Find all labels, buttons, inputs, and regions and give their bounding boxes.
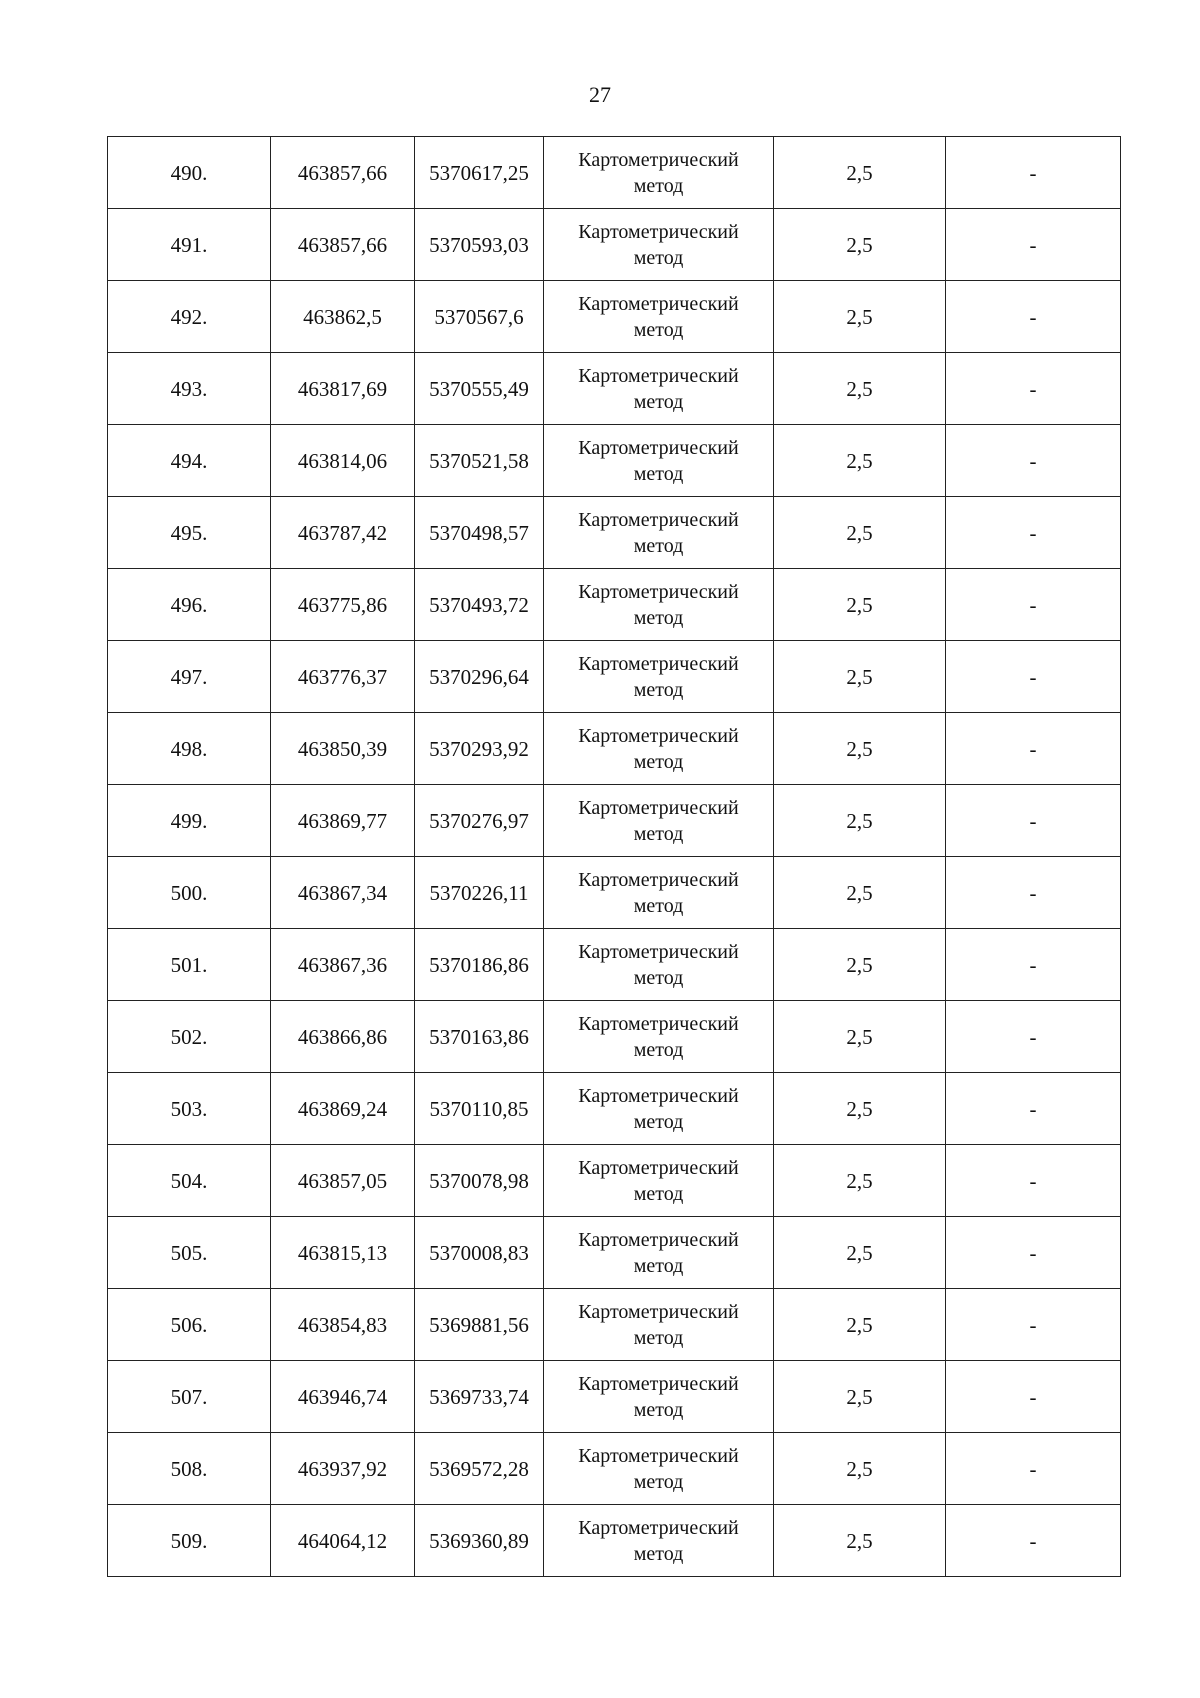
cell-text: 463776,37 bbox=[297, 664, 388, 689]
description-cell bbox=[946, 929, 1121, 1001]
cell-text: 491. bbox=[170, 232, 208, 257]
accuracy-cell bbox=[774, 1217, 946, 1289]
description-cell bbox=[946, 425, 1121, 497]
description-cell bbox=[946, 353, 1121, 425]
y-coordinate-cell bbox=[415, 353, 544, 425]
cell-text: 498. bbox=[170, 736, 208, 761]
cell-text: 2,5 bbox=[846, 1456, 873, 1481]
y-coordinate-cell bbox=[415, 497, 544, 569]
method-cell bbox=[544, 713, 774, 785]
accuracy-cell bbox=[774, 857, 946, 929]
method-cell bbox=[544, 497, 774, 569]
cell-text: 463862,5 bbox=[303, 304, 382, 329]
x-coordinate-cell bbox=[271, 281, 415, 353]
method-line-2: метод bbox=[633, 606, 684, 629]
accuracy-cell bbox=[774, 281, 946, 353]
y-coordinate-cell bbox=[415, 1145, 544, 1217]
table-row bbox=[108, 1001, 1121, 1073]
cell-text: 2,5 bbox=[846, 160, 873, 185]
cell-text: 508. bbox=[170, 1456, 208, 1481]
method-line-2: метод bbox=[633, 318, 684, 341]
point-number-cell bbox=[108, 857, 271, 929]
cell-text: 494. bbox=[170, 448, 208, 473]
cell-text: 2,5 bbox=[846, 1384, 873, 1409]
cell-text: - bbox=[1029, 592, 1037, 617]
accuracy-cell bbox=[774, 785, 946, 857]
table-row bbox=[108, 1217, 1121, 1289]
point-number-cell bbox=[108, 281, 271, 353]
cell-text: 2,5 bbox=[846, 808, 873, 833]
method-line-1: Картометрический bbox=[578, 1516, 739, 1539]
x-coordinate-cell bbox=[271, 137, 415, 209]
cell-text: 5370293,92 bbox=[429, 736, 529, 761]
method-line-2: метод bbox=[633, 750, 684, 773]
cell-text: 463815,13 bbox=[297, 1240, 388, 1265]
method-line-2: метод bbox=[633, 1326, 684, 1349]
cell-text: 2,5 bbox=[846, 736, 873, 761]
cell-text: 490. bbox=[170, 160, 208, 185]
method-line-1: Картометрический bbox=[578, 1084, 739, 1107]
method-cell bbox=[544, 1505, 774, 1577]
point-number-cell bbox=[108, 137, 271, 209]
point-number-cell bbox=[108, 1145, 271, 1217]
y-coordinate-cell bbox=[415, 1289, 544, 1361]
cell-text: - bbox=[1029, 1528, 1037, 1553]
method-cell bbox=[544, 209, 774, 281]
y-coordinate-cell bbox=[415, 1433, 544, 1505]
cell-text: 463869,24 bbox=[297, 1096, 388, 1121]
method-line-1: Картометрический bbox=[578, 940, 739, 963]
method-cell bbox=[544, 1001, 774, 1073]
method-line-2: метод bbox=[633, 678, 684, 701]
y-coordinate-cell bbox=[415, 1001, 544, 1073]
method-cell bbox=[544, 929, 774, 1001]
method-cell bbox=[544, 353, 774, 425]
cell-text: 2,5 bbox=[846, 232, 873, 257]
method-cell bbox=[544, 857, 774, 929]
cell-text: - bbox=[1029, 520, 1037, 545]
method-line-1: Картометрический bbox=[578, 1300, 739, 1323]
cell-text: 463869,77 bbox=[297, 808, 388, 833]
cell-text: 2,5 bbox=[846, 664, 873, 689]
cell-text: 5370078,98 bbox=[429, 1168, 529, 1193]
method-line-1: Картометрический bbox=[578, 436, 739, 459]
cell-text: 5370008,83 bbox=[429, 1240, 529, 1265]
cell-text: 5370593,03 bbox=[429, 232, 529, 257]
cell-text: - bbox=[1029, 1096, 1037, 1121]
cell-text: 463866,86 bbox=[297, 1024, 388, 1049]
cell-text: 500. bbox=[170, 880, 208, 905]
accuracy-cell bbox=[774, 497, 946, 569]
point-number-cell bbox=[108, 641, 271, 713]
description-cell bbox=[946, 569, 1121, 641]
method-line-2: метод bbox=[633, 174, 684, 197]
y-coordinate-cell bbox=[415, 785, 544, 857]
method-cell bbox=[544, 1289, 774, 1361]
method-cell bbox=[544, 1361, 774, 1433]
x-coordinate-cell bbox=[271, 785, 415, 857]
accuracy-cell bbox=[774, 569, 946, 641]
table-row bbox=[108, 281, 1121, 353]
cell-text: - bbox=[1029, 376, 1037, 401]
y-coordinate-cell bbox=[415, 137, 544, 209]
cell-text: - bbox=[1029, 664, 1037, 689]
method-line-2: метод bbox=[633, 246, 684, 269]
point-number-cell bbox=[108, 713, 271, 785]
cell-text: 463854,83 bbox=[297, 1312, 388, 1337]
method-line-2: метод bbox=[633, 1182, 684, 1205]
point-number-cell bbox=[108, 209, 271, 281]
cell-text: - bbox=[1029, 448, 1037, 473]
accuracy-cell bbox=[774, 1073, 946, 1145]
point-number-cell bbox=[108, 1289, 271, 1361]
y-coordinate-cell bbox=[415, 1217, 544, 1289]
table-row bbox=[108, 425, 1121, 497]
method-line-1: Картометрический bbox=[578, 1372, 739, 1395]
cell-text: 497. bbox=[170, 664, 208, 689]
method-cell bbox=[544, 1433, 774, 1505]
x-coordinate-cell bbox=[271, 209, 415, 281]
accuracy-cell bbox=[774, 713, 946, 785]
table-row bbox=[108, 1145, 1121, 1217]
cell-text: 5370110,85 bbox=[429, 1096, 529, 1121]
method-cell bbox=[544, 425, 774, 497]
table-row bbox=[108, 641, 1121, 713]
page-number: 27 bbox=[589, 82, 611, 107]
cell-text: 507. bbox=[170, 1384, 208, 1409]
method-cell bbox=[544, 785, 774, 857]
table-row bbox=[108, 1505, 1121, 1577]
accuracy-cell bbox=[774, 929, 946, 1001]
description-cell bbox=[946, 497, 1121, 569]
x-coordinate-cell bbox=[271, 1361, 415, 1433]
x-coordinate-cell bbox=[271, 1001, 415, 1073]
cell-text: - bbox=[1029, 1312, 1037, 1337]
point-number-cell bbox=[108, 425, 271, 497]
accuracy-cell bbox=[774, 425, 946, 497]
point-number-cell bbox=[108, 1001, 271, 1073]
table-row bbox=[108, 1289, 1121, 1361]
point-number-cell bbox=[108, 1073, 271, 1145]
description-cell bbox=[946, 281, 1121, 353]
cell-text: 5370276,97 bbox=[429, 808, 529, 833]
table-row bbox=[108, 497, 1121, 569]
cell-text: - bbox=[1029, 736, 1037, 761]
cell-text: 2,5 bbox=[846, 376, 873, 401]
cell-text: 463817,69 bbox=[297, 376, 388, 401]
cell-text: - bbox=[1029, 1168, 1037, 1193]
method-line-2: метод bbox=[633, 966, 684, 989]
method-line-1: Картометрический bbox=[578, 508, 739, 531]
cell-text: 5369881,56 bbox=[429, 1312, 529, 1337]
x-coordinate-cell bbox=[271, 569, 415, 641]
cell-text: 502. bbox=[170, 1024, 208, 1049]
cell-text: 463867,36 bbox=[297, 952, 388, 977]
accuracy-cell bbox=[774, 1145, 946, 1217]
method-line-2: метод bbox=[633, 390, 684, 413]
y-coordinate-cell bbox=[415, 1505, 544, 1577]
point-number-cell bbox=[108, 1505, 271, 1577]
description-cell bbox=[946, 713, 1121, 785]
point-number-cell bbox=[108, 497, 271, 569]
cell-text: 2,5 bbox=[846, 520, 873, 545]
cell-text: 2,5 bbox=[846, 448, 873, 473]
cell-text: 495. bbox=[170, 520, 208, 545]
table-row bbox=[108, 353, 1121, 425]
y-coordinate-cell bbox=[415, 641, 544, 713]
cell-text: 463850,39 bbox=[297, 736, 388, 761]
y-coordinate-cell bbox=[415, 929, 544, 1001]
cell-text: 509. bbox=[170, 1528, 208, 1553]
description-cell bbox=[946, 785, 1121, 857]
table-row bbox=[108, 1433, 1121, 1505]
method-line-2: метод bbox=[633, 462, 684, 485]
point-number-cell bbox=[108, 1361, 271, 1433]
method-cell bbox=[544, 137, 774, 209]
cell-text: 5370617,25 bbox=[429, 160, 529, 185]
description-cell bbox=[946, 1001, 1121, 1073]
method-line-2: метод bbox=[633, 894, 684, 917]
table-row bbox=[108, 857, 1121, 929]
method-line-1: Картометрический bbox=[578, 220, 739, 243]
description-cell bbox=[946, 641, 1121, 713]
cell-text: 2,5 bbox=[846, 880, 873, 905]
method-cell bbox=[544, 1073, 774, 1145]
x-coordinate-cell bbox=[271, 1289, 415, 1361]
cell-text: 503. bbox=[170, 1096, 208, 1121]
method-line-1: Картометрический bbox=[578, 868, 739, 891]
cell-text: 2,5 bbox=[846, 592, 873, 617]
x-coordinate-cell bbox=[271, 425, 415, 497]
cell-text: 2,5 bbox=[846, 1528, 873, 1553]
method-cell bbox=[544, 641, 774, 713]
method-line-1: Картометрический bbox=[578, 292, 739, 315]
coordinates-table bbox=[107, 136, 1121, 1577]
method-cell bbox=[544, 1145, 774, 1217]
x-coordinate-cell bbox=[271, 929, 415, 1001]
description-cell bbox=[946, 1505, 1121, 1577]
description-cell bbox=[946, 857, 1121, 929]
y-coordinate-cell bbox=[415, 713, 544, 785]
table-row bbox=[108, 713, 1121, 785]
y-coordinate-cell bbox=[415, 281, 544, 353]
accuracy-cell bbox=[774, 209, 946, 281]
method-line-1: Картометрический bbox=[578, 1012, 739, 1035]
description-cell bbox=[946, 1289, 1121, 1361]
accuracy-cell bbox=[774, 137, 946, 209]
y-coordinate-cell bbox=[415, 569, 544, 641]
x-coordinate-cell bbox=[271, 497, 415, 569]
cell-text: 464064,12 bbox=[297, 1528, 388, 1553]
cell-text: 5369360,89 bbox=[429, 1528, 529, 1553]
cell-text: 5370186,86 bbox=[429, 952, 529, 977]
method-line-1: Картометрический bbox=[578, 580, 739, 603]
cell-text: 463857,66 bbox=[297, 232, 388, 257]
x-coordinate-cell bbox=[271, 1217, 415, 1289]
cell-text: 5370521,58 bbox=[429, 448, 529, 473]
cell-text: 463857,66 bbox=[297, 160, 388, 185]
y-coordinate-cell bbox=[415, 1073, 544, 1145]
point-number-cell bbox=[108, 353, 271, 425]
y-coordinate-cell bbox=[415, 209, 544, 281]
description-cell bbox=[946, 1073, 1121, 1145]
method-line-2: метод bbox=[633, 822, 684, 845]
x-coordinate-cell bbox=[271, 1505, 415, 1577]
cell-text: - bbox=[1029, 1384, 1037, 1409]
table-row bbox=[108, 137, 1121, 209]
cell-text: - bbox=[1029, 880, 1037, 905]
cell-text: 5369733,74 bbox=[429, 1384, 529, 1409]
cell-text: - bbox=[1029, 304, 1037, 329]
x-coordinate-cell bbox=[271, 857, 415, 929]
cell-text: 5370555,49 bbox=[429, 376, 529, 401]
cell-text: 5370498,57 bbox=[429, 520, 529, 545]
cell-text: - bbox=[1029, 1240, 1037, 1265]
cell-text: 463867,34 bbox=[297, 880, 388, 905]
table-row bbox=[108, 1073, 1121, 1145]
description-cell bbox=[946, 137, 1121, 209]
x-coordinate-cell bbox=[271, 353, 415, 425]
x-coordinate-cell bbox=[271, 1433, 415, 1505]
cell-text: 499. bbox=[170, 808, 208, 833]
cell-text: 2,5 bbox=[846, 1096, 873, 1121]
x-coordinate-cell bbox=[271, 1073, 415, 1145]
table-row bbox=[108, 569, 1121, 641]
method-line-1: Картометрический bbox=[578, 1228, 739, 1251]
cell-text: 463787,42 bbox=[297, 520, 388, 545]
method-line-1: Картометрический bbox=[578, 724, 739, 747]
cell-text: 505. bbox=[170, 1240, 208, 1265]
cell-text: - bbox=[1029, 160, 1037, 185]
cell-text: 5370296,64 bbox=[429, 664, 529, 689]
cell-text: 463814,06 bbox=[297, 448, 388, 473]
description-cell bbox=[946, 1217, 1121, 1289]
accuracy-cell bbox=[774, 641, 946, 713]
x-coordinate-cell bbox=[271, 713, 415, 785]
cell-text: 5370163,86 bbox=[429, 1024, 529, 1049]
accuracy-cell bbox=[774, 1433, 946, 1505]
cell-text: - bbox=[1029, 1024, 1037, 1049]
cell-text: 5369572,28 bbox=[429, 1456, 529, 1481]
method-line-1: Картометрический bbox=[578, 652, 739, 675]
x-coordinate-cell bbox=[271, 641, 415, 713]
method-line-2: метод bbox=[633, 1038, 684, 1061]
method-line-2: метод bbox=[633, 1398, 684, 1421]
description-cell bbox=[946, 1361, 1121, 1433]
table-row bbox=[108, 785, 1121, 857]
y-coordinate-cell bbox=[415, 857, 544, 929]
table-row bbox=[108, 929, 1121, 1001]
method-line-2: метод bbox=[633, 1110, 684, 1133]
point-number-cell bbox=[108, 785, 271, 857]
x-coordinate-cell bbox=[271, 1145, 415, 1217]
cell-text: 506. bbox=[170, 1312, 208, 1337]
cell-text: 492. bbox=[170, 304, 208, 329]
cell-text: 2,5 bbox=[846, 1240, 873, 1265]
method-line-1: Картометрический bbox=[578, 364, 739, 387]
accuracy-cell bbox=[774, 1361, 946, 1433]
cell-text: 493. bbox=[170, 376, 208, 401]
y-coordinate-cell bbox=[415, 1361, 544, 1433]
cell-text: 501. bbox=[170, 952, 208, 977]
description-cell bbox=[946, 209, 1121, 281]
cell-text: 504. bbox=[170, 1168, 208, 1193]
method-line-2: метод bbox=[633, 1542, 684, 1565]
cell-text: - bbox=[1029, 1456, 1037, 1481]
cell-text: - bbox=[1029, 952, 1037, 977]
table-body bbox=[108, 137, 1121, 1577]
cell-text: 463775,86 bbox=[297, 592, 388, 617]
method-line-2: метод bbox=[633, 1470, 684, 1493]
cell-text: 5370493,72 bbox=[429, 592, 529, 617]
cell-text: 463857,05 bbox=[297, 1168, 388, 1193]
accuracy-cell bbox=[774, 1505, 946, 1577]
method-cell bbox=[544, 569, 774, 641]
cell-text: 2,5 bbox=[846, 1168, 873, 1193]
cell-text: 5370226,11 bbox=[429, 880, 529, 905]
table-row bbox=[108, 209, 1121, 281]
table-row bbox=[108, 1361, 1121, 1433]
cell-text: - bbox=[1029, 232, 1037, 257]
method-line-1: Картометрический bbox=[578, 148, 739, 171]
point-number-cell bbox=[108, 929, 271, 1001]
description-cell bbox=[946, 1433, 1121, 1505]
point-number-cell bbox=[108, 1217, 271, 1289]
cell-text: 463937,92 bbox=[297, 1456, 388, 1481]
accuracy-cell bbox=[774, 1289, 946, 1361]
cell-text: 2,5 bbox=[846, 1024, 873, 1049]
point-number-cell bbox=[108, 569, 271, 641]
cell-text: 2,5 bbox=[846, 1312, 873, 1337]
method-line-2: метод bbox=[633, 534, 684, 557]
cell-text: 2,5 bbox=[846, 952, 873, 977]
accuracy-cell bbox=[774, 353, 946, 425]
y-coordinate-cell bbox=[415, 425, 544, 497]
point-number-cell bbox=[108, 1433, 271, 1505]
method-line-1: Картометрический bbox=[578, 1156, 739, 1179]
method-line-1: Картометрический bbox=[578, 796, 739, 819]
method-cell bbox=[544, 1217, 774, 1289]
cell-text: 496. bbox=[170, 592, 208, 617]
cell-text: 2,5 bbox=[846, 304, 873, 329]
cell-text: - bbox=[1029, 808, 1037, 833]
accuracy-cell bbox=[774, 1001, 946, 1073]
method-cell bbox=[544, 281, 774, 353]
cell-text: 463946,74 bbox=[297, 1384, 388, 1409]
description-cell bbox=[946, 1145, 1121, 1217]
method-line-2: метод bbox=[633, 1254, 684, 1277]
cell-text: 5370567,6 bbox=[434, 304, 524, 329]
method-line-1: Картометрический bbox=[578, 1444, 739, 1467]
